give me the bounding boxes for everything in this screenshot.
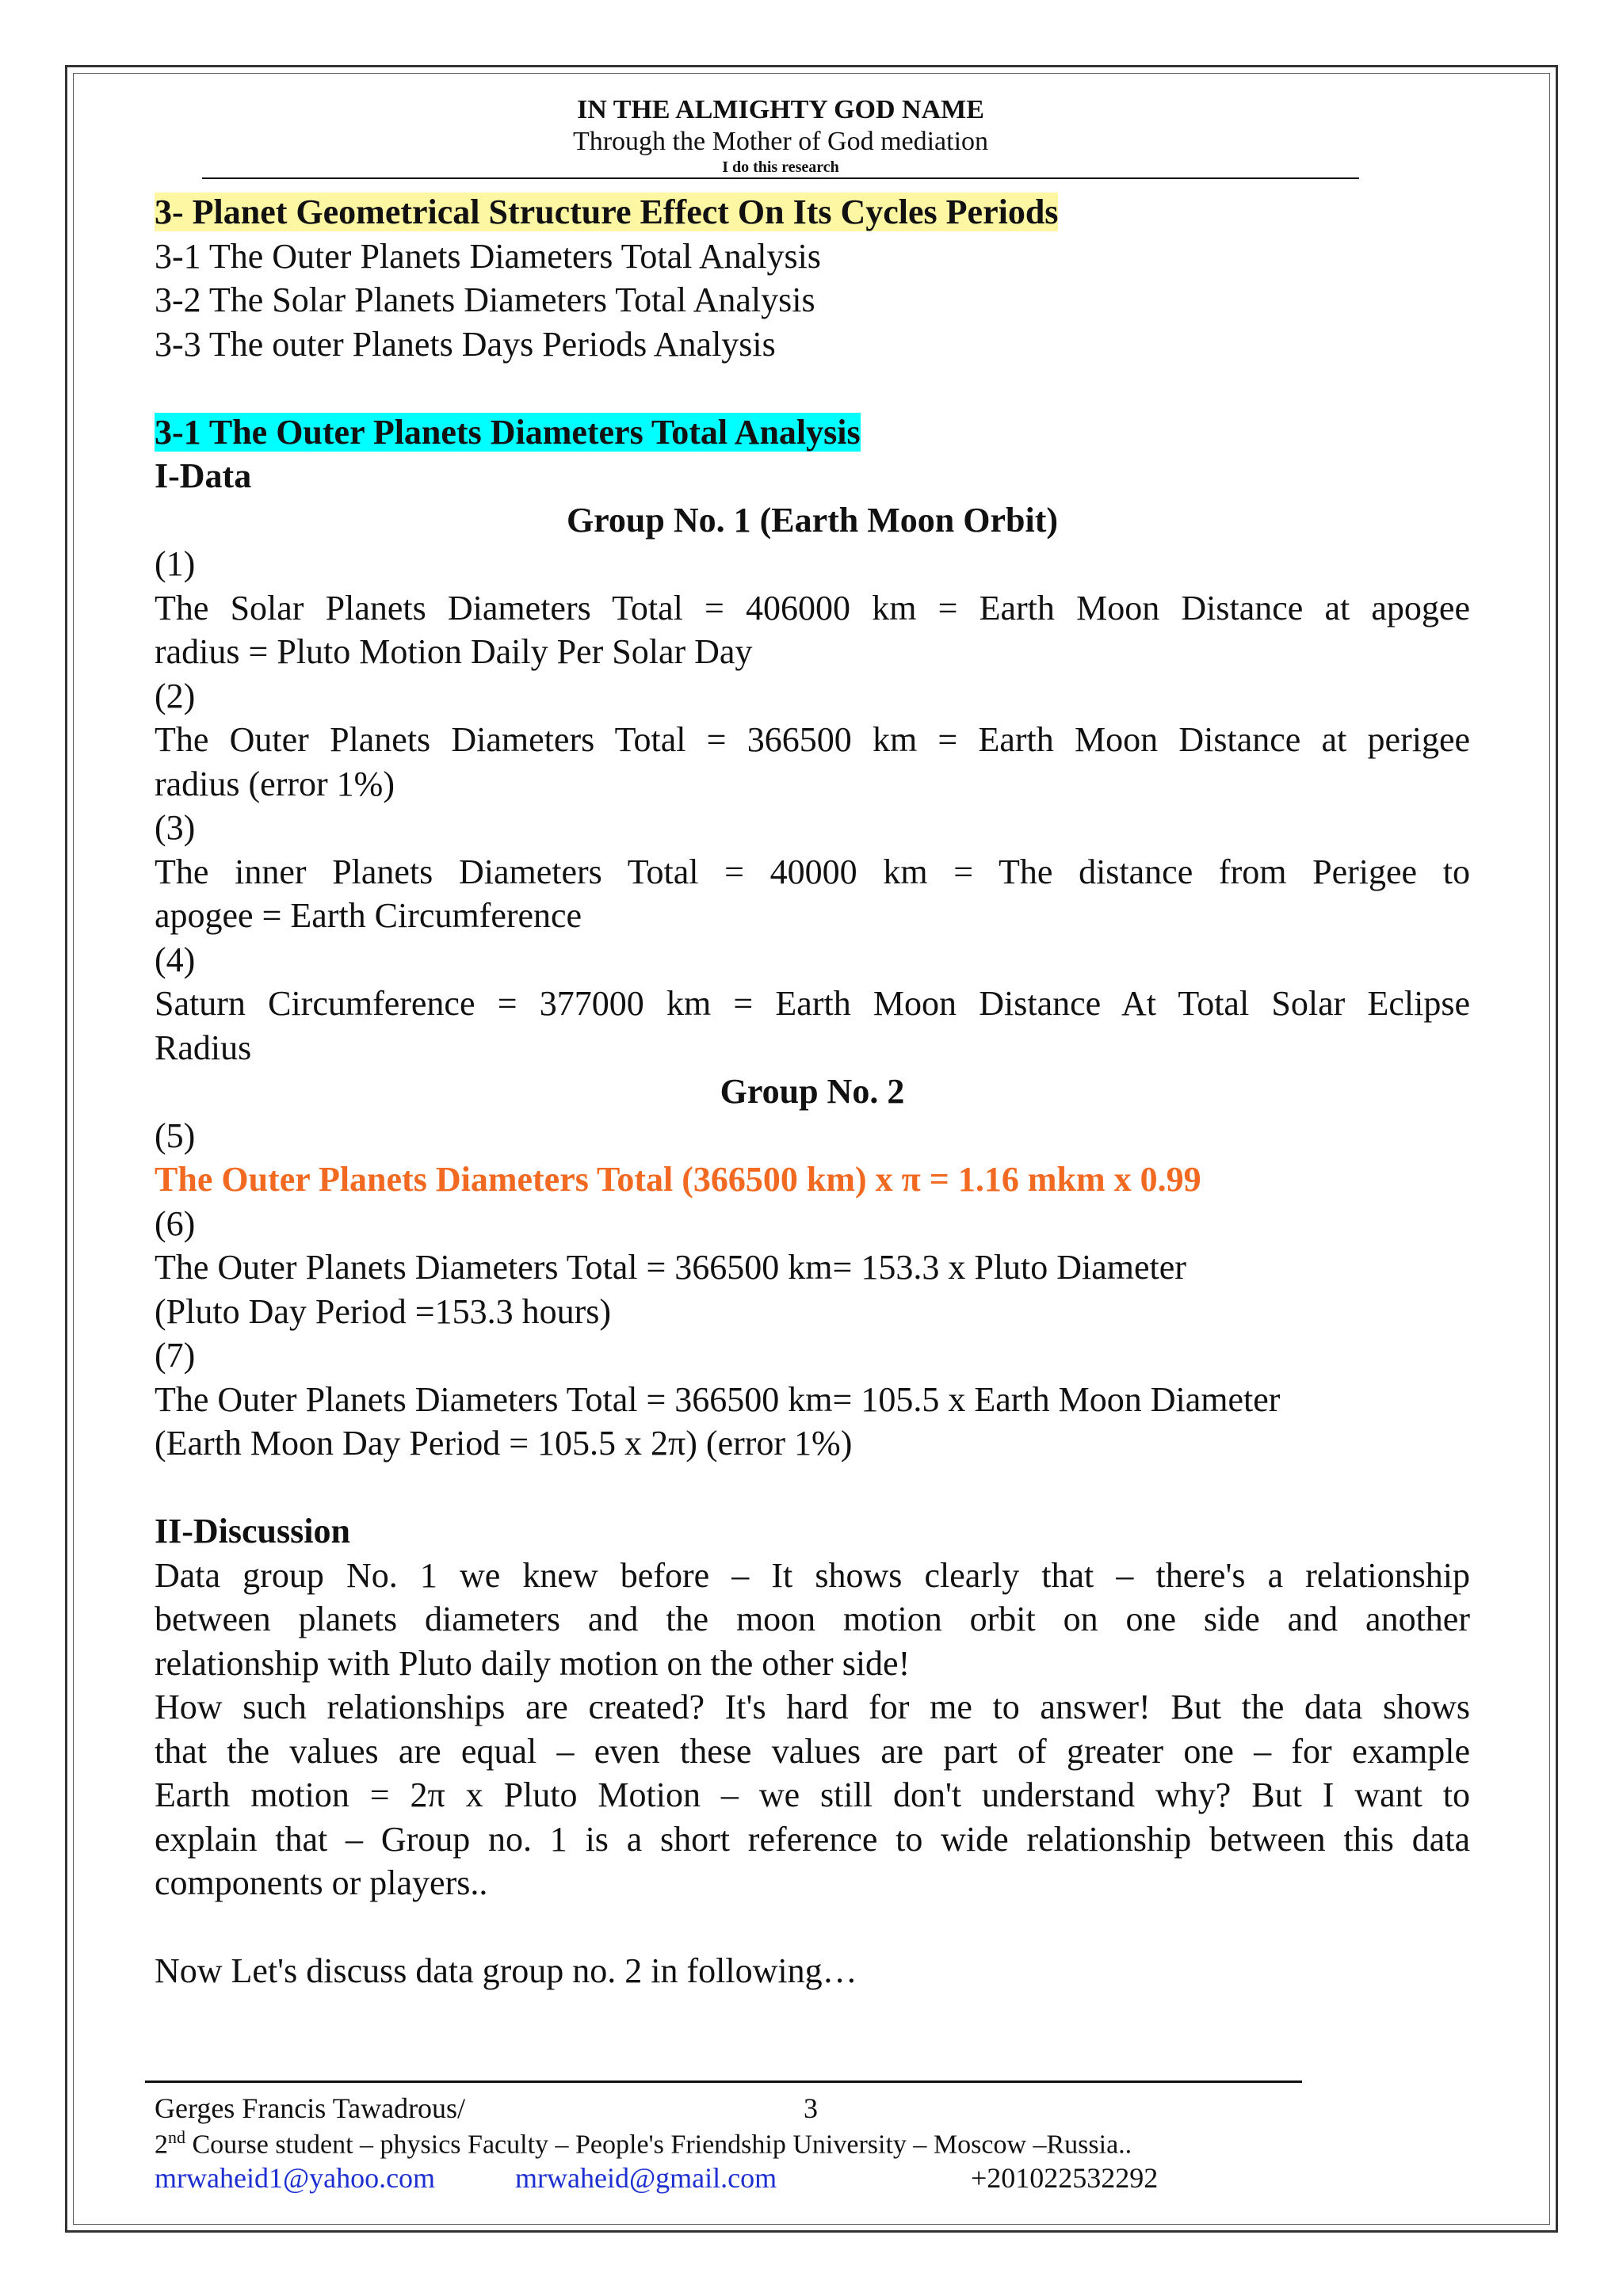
item2-line2: radius (error 1%) (155, 764, 395, 803)
item-number: (6) (155, 1203, 196, 1243)
item4-line1: Saturn Circumference = 377000 km = Earth Moon Distance At Total Solar Eclipse (155, 984, 1470, 1023)
header-line2: Through the Mother of God mediation (572, 127, 989, 156)
closing-line: Now Let's discuss data group no. 2 in following… (155, 1951, 857, 1990)
item1-line1: The Solar Planets Diameters Total = 406000 km = Earth Moon Distance at apogee (155, 588, 1470, 627)
item-number: (1) (155, 544, 196, 583)
course-text: Course student – physics Faculty – People's Friendship University – Moscow –Russia.. (185, 2130, 1132, 2160)
header-divider (202, 177, 1359, 179)
email-link-gmail[interactable]: mrwaheid@gmail.com (515, 2162, 777, 2194)
spacer (155, 1905, 1470, 1950)
group2-heading: Group No. 2 (720, 1072, 905, 1111)
toc-item: 3-3 The outer Planets Days Periods Analysis (155, 324, 776, 364)
footer-divider (145, 2081, 1302, 2083)
toc-item: 3-2 The Solar Planets Diameters Total Analysis (155, 280, 815, 319)
footer-course (155, 2127, 1132, 2160)
spacer (155, 366, 1470, 410)
item-number: (3) (155, 808, 196, 847)
footer-contacts (155, 2161, 1159, 2195)
section-title (155, 410, 1470, 455)
item5-line1: The Outer Planets Diameters Total (366500 km) x π = 1.16 mkm x 0.99 (155, 1160, 1201, 1199)
discussion-line: components or players.. (155, 1863, 488, 1902)
item-number: (5) (155, 1116, 196, 1155)
section-title-text: 3-1 The Outer Planets Diameters Total Analysis (155, 412, 861, 452)
footer-author: Gerges Francis Tawadrous/ (155, 2092, 466, 2124)
document-body (155, 190, 1470, 1993)
discussion-line: Data group No. 1 we knew before – It shows clearly that – there's a relationship (155, 1555, 1470, 1595)
header-line1: IN THE ALMIGHTY GOD NAME (577, 95, 984, 124)
chapter-title (155, 190, 1470, 235)
spacer (155, 1466, 1470, 1510)
item3-line1: The inner Planets Diameters Total = 40000 km = The distance from Perigee to (155, 852, 1470, 891)
course-suffix: nd (168, 2127, 185, 2147)
item3-line2: apogee = Earth Circumference (155, 896, 582, 935)
item7-line2: (Earth Moon Day Period = 105.5 x 2π) (error 1%) (155, 1424, 853, 1463)
item7-line1: The Outer Planets Diameters Total = 366500 km= 105.5 x Earth Moon Diameter (155, 1379, 1281, 1419)
phone-number: +201022532292 (971, 2162, 1159, 2194)
discussion-line: that the values are equal – even these values are part of greater one – for example (155, 1731, 1470, 1771)
item4-line2: Radius (155, 1028, 252, 1067)
item-number: (4) (155, 940, 196, 979)
discussion-line: Earth motion = 2π x Pluto Motion – we still don't understand why? But I want to (155, 1775, 1470, 1814)
discussion-line: relationship with Pluto daily motion on the other side! (155, 1643, 911, 1683)
course-number: 2 (155, 2130, 168, 2160)
header-line3: I do this research (722, 158, 839, 176)
item2-line1: The Outer Planets Diameters Total = 366500 km = Earth Moon Distance at perigee (155, 720, 1470, 759)
toc-item: 3-1 The Outer Planets Diameters Total Analysis (155, 236, 821, 276)
discussion-line: explain that – Group no. 1 is a short reference to wide relationship between this data (155, 1819, 1470, 1859)
item-number: (2) (155, 676, 196, 715)
data-heading: I-Data (155, 456, 252, 495)
discussion-line: How such relationships are created? It's hard for me to answer! But the data shows (155, 1688, 1470, 1726)
email-link-yahoo[interactable]: mrwaheid1@yahoo.com (155, 2162, 436, 2194)
item6-line1: The Outer Planets Diameters Total = 366500 km= 153.3 x Pluto Diameter (155, 1248, 1186, 1287)
item1-line2: radius = Pluto Motion Daily Per Solar Day (155, 632, 753, 671)
discussion-line: between planets diameters and the moon motion orbit on one side and another (155, 1600, 1470, 1638)
item6-line2: (Pluto Day Period =153.3 hours) (155, 1291, 611, 1331)
page-number: 3 (804, 2092, 818, 2124)
chapter-title-text: 3- Planet Geometrical Structure Effect On Its Cycles Periods (155, 193, 1059, 231)
discussion-heading: II-Discussion (155, 1512, 350, 1550)
group1-heading: Group No. 1 (Earth Moon Orbit) (566, 500, 1059, 540)
item-number: (7) (155, 1336, 196, 1375)
